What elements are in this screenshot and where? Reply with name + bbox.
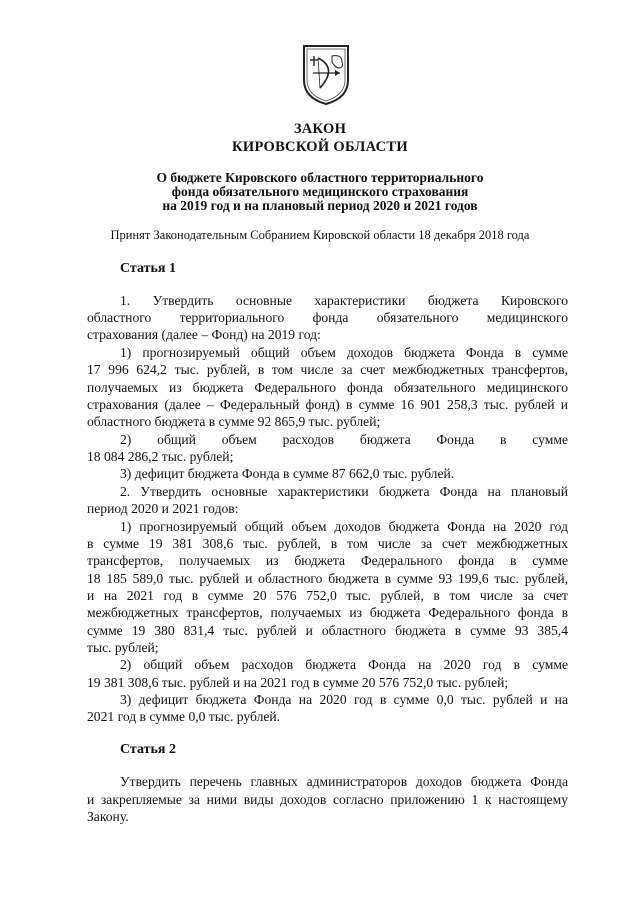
- article-1-line: страхования (далее – Федеральный фонд) в сумме 16 901 258,3 тыс. рублей и: [87, 397, 568, 412]
- region-title: КИРОВСКОЙ ОБЛАСТИ: [232, 139, 408, 155]
- article-1-line: в сумме 19 381 308,6 тыс. рублей, в том числе за счет межбюджетных: [87, 536, 568, 551]
- article-1-line: 1. Утвердить основные характеристики бюджета Кировского: [120, 293, 568, 308]
- article-1-line: 3) дефицит бюджета Фонда на 2020 год в сумме 0,0 тыс. рублей и на: [120, 692, 568, 707]
- law-subtitle-line: фонда обязательного медицинского страхования: [171, 184, 469, 199]
- article-1-line: 2) общий объем расходов бюджета Фонда в сумме: [120, 432, 568, 447]
- article-2-heading: Статья 2: [120, 742, 176, 757]
- article-1-line: 17 996 624,2 тыс. рублей, в том числе за счет межбюджетных трансфертов,: [87, 362, 568, 377]
- article-1-heading: Статья 1: [120, 261, 176, 276]
- adoption-note: Принят Законодательным Собранием Кировской области 18 декабря 2018 года: [110, 228, 530, 242]
- article-1-line: 18 185 589,0 тыс. рублей и областного бюджета в сумме 93 199,6 тыс. рублей,: [87, 571, 568, 586]
- article-1-line: период 2020 и 2021 годов:: [87, 501, 239, 516]
- article-1-line: областного бюджета в сумме 92 865,9 тыс. рублей;: [87, 414, 381, 429]
- article-1-line: 18 084 286,2 тыс. рублей;: [87, 449, 234, 464]
- article-1-line: 1) прогнозируемый общий объем доходов бюджета Фонда на 2020 год: [120, 519, 568, 534]
- law-subtitle-line: О бюджете Кировского областного территориального: [156, 170, 484, 185]
- article-2-line: и закрепляемые за ними виды доходов согласно приложению 1 к настоящему: [87, 792, 568, 807]
- article-1-line: тыс. рублей;: [87, 640, 159, 655]
- article-2-line: Утвердить перечень главных администраторов доходов бюджета Фонда: [120, 774, 568, 789]
- law-subtitle-line: на 2019 год и на плановый период 2020 и 2021 годов: [162, 198, 478, 213]
- article-1-line: 2021 год в сумме 0,0 тыс. рублей.: [87, 709, 281, 724]
- article-1-line: получаемых из бюджета Федерального фонда обязательного медицинского: [87, 380, 568, 395]
- article-1-line: 2. Утвердить основные характеристики бюджета Фонда на плановый: [120, 484, 568, 499]
- article-1-line: страхования (далее – Фонд) на 2019 год:: [87, 327, 321, 342]
- coat-of-arms-emblem: [298, 44, 354, 106]
- article-1-line: областного территориального фонда обязательного медицинского: [87, 310, 568, 325]
- article-1-line: 1) прогнозируемый общий объем доходов бюджета Фонда в сумме: [120, 345, 568, 360]
- law-title: ЗАКОН: [293, 121, 347, 137]
- article-1-line: 3) дефицит бюджета Фонда в сумме 87 662,0 тыс. рублей.: [120, 466, 455, 481]
- article-1-line: трансфертов, получаемых из бюджета Федерального фонда в сумме: [87, 553, 568, 568]
- article-1-line: сумме 19 380 831,4 тыс. рублей и областного бюджета в сумме 93 385,4: [87, 623, 568, 638]
- article-1-line: межбюджетных трансфертов, получаемых из бюджета Федерального фонда в: [87, 605, 568, 620]
- article-2-line: Закону.: [87, 809, 129, 824]
- article-1-line: 19 381 308,6 тыс. рублей и на 2021 год в сумме 20 576 752,0 тыс. рублей;: [87, 675, 509, 690]
- article-1-line: 2) общий объем расходов бюджета Фонда на 2020 год в сумме: [120, 657, 568, 672]
- article-1-line: и на 2021 год в сумме 20 576 752,0 тыс. рублей, в том числе за счет: [87, 588, 568, 603]
